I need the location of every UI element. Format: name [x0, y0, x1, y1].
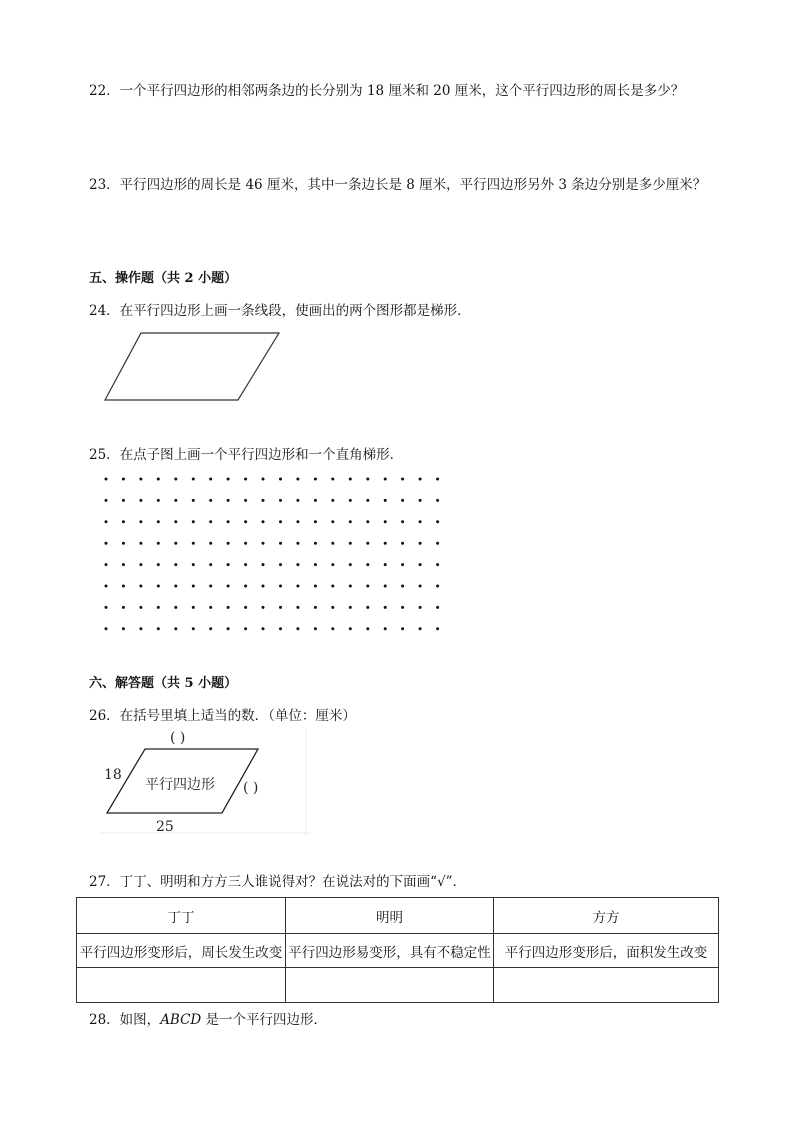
grid-dot [384, 563, 387, 566]
grid-dot [174, 627, 177, 630]
grid-dot [157, 478, 160, 481]
header-fangfang: 方方 [494, 898, 719, 934]
grid-dot [401, 563, 404, 566]
grid-dot [209, 563, 212, 566]
grid-dot [366, 585, 369, 588]
grid-dot [157, 520, 160, 523]
grid-dot [331, 563, 334, 566]
grid-dot [209, 478, 212, 481]
grid-dot [174, 478, 177, 481]
grid-dot [279, 627, 282, 630]
parallelogram-figure-26 [100, 728, 312, 836]
grid-dot [279, 542, 282, 545]
question-23: 23．平行四边形的周长是 46 厘米，其中一条边长是 8 厘米，平行四边形另外 3 条边分别是多少厘米？ [89, 177, 707, 193]
grid-dot [192, 627, 195, 630]
grid-dot [349, 563, 352, 566]
grid-dot [314, 520, 317, 523]
question-25: 25．在点子图上画一个平行四边形和一个直角梯形． [89, 447, 404, 463]
grid-dot [262, 478, 265, 481]
question-28-label: ABCD [160, 1012, 202, 1028]
grid-dot [139, 478, 142, 481]
grid-dot [262, 520, 265, 523]
grid-dot [436, 606, 439, 609]
grid-dot [419, 585, 422, 588]
grid-dot [227, 499, 230, 502]
section-6-heading: 六、解答题（共 5 小题） [89, 676, 238, 691]
grid-dot [227, 542, 230, 545]
grid-dot [419, 627, 422, 630]
question-22: 22．一个平行四边形的相邻两条边的长分别为 18 厘米和 20 厘米，这个平行四边形的周长是多少？ [89, 83, 685, 99]
question-28-prefix: 28．如图， [89, 1012, 161, 1028]
grid-dot [209, 606, 212, 609]
grid-dot [331, 478, 334, 481]
grid-dot [384, 585, 387, 588]
grid-dot [122, 627, 125, 630]
grid-dot [192, 499, 195, 502]
grid-dot [174, 563, 177, 566]
grid-dot [279, 606, 282, 609]
grid-dot [227, 520, 230, 523]
grid-dot [296, 499, 299, 502]
right-blank: ( ) [243, 780, 259, 796]
grid-dot [366, 520, 369, 523]
grid-dot [349, 542, 352, 545]
grid-dot [314, 585, 317, 588]
grid-dot [192, 563, 195, 566]
grid-dot [436, 563, 439, 566]
grid-dot [157, 563, 160, 566]
grid-dot [262, 606, 265, 609]
grid-dot [314, 606, 317, 609]
parallelogram-figure-24 [100, 328, 285, 408]
grid-dot [331, 499, 334, 502]
grid-dot [384, 520, 387, 523]
grid-dot [262, 499, 265, 502]
grid-dot [174, 499, 177, 502]
grid-dot [401, 478, 404, 481]
grid-dot [419, 606, 422, 609]
grid-dot [366, 563, 369, 566]
grid-dot [366, 478, 369, 481]
grid-dot [122, 499, 125, 502]
grid-dot [105, 542, 108, 545]
grid-dot [384, 542, 387, 545]
top-blank: ( ) [170, 730, 186, 746]
grid-dot [384, 606, 387, 609]
table-answer-row[interactable] [77, 968, 719, 1003]
grid-dot [436, 499, 439, 502]
grid-dot [139, 585, 142, 588]
grid-dot [174, 606, 177, 609]
question-27: 27．丁丁、明明和方方三人谁说得对？在说法对的下面画“√”． [89, 874, 467, 890]
grid-dot [331, 606, 334, 609]
grid-dot [314, 478, 317, 481]
grid-dot [366, 606, 369, 609]
dot-grid [100, 473, 450, 633]
grid-dot [314, 627, 317, 630]
grid-dot [227, 563, 230, 566]
grid-dot [436, 585, 439, 588]
grid-dot [279, 563, 282, 566]
grid-dot [244, 585, 247, 588]
grid-dot [227, 585, 230, 588]
header-mingming: 明明 [286, 898, 494, 934]
grid-dot [157, 542, 160, 545]
grid-dot [401, 627, 404, 630]
grid-dot [331, 542, 334, 545]
grid-dot [244, 520, 247, 523]
table-header-row [77, 898, 719, 934]
grid-dot [157, 606, 160, 609]
grid-dot [139, 606, 142, 609]
grid-dot [349, 585, 352, 588]
grid-dot [401, 606, 404, 609]
grid-dot [296, 520, 299, 523]
grid-dot [314, 542, 317, 545]
grid-dot [419, 542, 422, 545]
grid-dot [105, 627, 108, 630]
grid-dot [244, 478, 247, 481]
grid-dot [262, 627, 265, 630]
grid-dot [349, 520, 352, 523]
grid-dot [122, 585, 125, 588]
grid-dot [227, 478, 230, 481]
question-28-suffix: 是一个平行四边形． [201, 1012, 328, 1028]
grid-dot [174, 585, 177, 588]
header-dingding: 丁丁 [77, 898, 286, 934]
grid-dot [209, 627, 212, 630]
question-26: 26．在括号里填上适当的数．（单位：厘米） [89, 708, 356, 724]
grid-dot [139, 627, 142, 630]
grid-dot [401, 520, 404, 523]
grid-dot [279, 520, 282, 523]
grid-dot [314, 499, 317, 502]
grid-dot [262, 585, 265, 588]
grid-dot [436, 542, 439, 545]
grid-dot [296, 585, 299, 588]
grid-dot [122, 478, 125, 481]
grid-dot [244, 563, 247, 566]
answer-table-27 [76, 897, 719, 1003]
grid-dot [401, 585, 404, 588]
grid-dot [419, 520, 422, 523]
grid-dot [174, 520, 177, 523]
grid-dot [366, 499, 369, 502]
grid-dot [262, 563, 265, 566]
section-5-heading: 五、操作题（共 2 小题） [89, 271, 238, 286]
grid-dot [331, 627, 334, 630]
statement-mingming: 平行四边形易变形，具有不稳定性 [286, 934, 494, 968]
grid-dot [436, 627, 439, 630]
grid-dot [192, 606, 195, 609]
grid-dot [192, 542, 195, 545]
grid-dot [419, 499, 422, 502]
table-statement-row [77, 934, 719, 968]
grid-dot [296, 478, 299, 481]
grid-dot [296, 542, 299, 545]
grid-dot [122, 563, 125, 566]
grid-dot [105, 520, 108, 523]
grid-dot [419, 563, 422, 566]
grid-dot [192, 585, 195, 588]
question-24: 24．在平行四边形上画一条线段，使画出的两个图形都是梯形． [89, 303, 471, 319]
grid-dot [279, 478, 282, 481]
grid-dot [436, 478, 439, 481]
grid-dot [296, 627, 299, 630]
grid-dot [244, 627, 247, 630]
grid-dot [174, 542, 177, 545]
grid-dot [331, 585, 334, 588]
grid-dot [384, 627, 387, 630]
grid-dot [192, 478, 195, 481]
grid-dot [366, 542, 369, 545]
grid-dot [105, 563, 108, 566]
grid-dot [157, 627, 160, 630]
grid-dot [349, 478, 352, 481]
grid-dot [122, 520, 125, 523]
grid-dot [262, 542, 265, 545]
grid-dot [401, 542, 404, 545]
grid-dot [105, 606, 108, 609]
grid-dot [244, 499, 247, 502]
grid-dot [349, 499, 352, 502]
grid-dot [105, 585, 108, 588]
left-value: 18 [104, 767, 122, 783]
grid-dot [209, 499, 212, 502]
grid-dot [157, 585, 160, 588]
answer-cell-mingming[interactable] [286, 968, 494, 1003]
grid-dot [105, 478, 108, 481]
grid-dot [384, 499, 387, 502]
question-28 [89, 1011, 327, 1029]
grid-dot [139, 499, 142, 502]
grid-dot [419, 478, 422, 481]
answer-cell-fangfang[interactable] [494, 968, 719, 1003]
grid-dot [331, 520, 334, 523]
grid-dot [279, 499, 282, 502]
grid-dot [279, 585, 282, 588]
answer-cell-dingding[interactable] [77, 968, 286, 1003]
grid-dot [244, 606, 247, 609]
grid-dot [122, 606, 125, 609]
grid-dot [122, 542, 125, 545]
grid-dot [227, 627, 230, 630]
center-label: 平行四边形 [145, 777, 215, 793]
grid-dot [436, 520, 439, 523]
grid-dot [314, 563, 317, 566]
grid-dot [139, 563, 142, 566]
grid-dot [366, 627, 369, 630]
grid-dot [139, 542, 142, 545]
grid-dot [209, 520, 212, 523]
grid-dot [384, 478, 387, 481]
grid-dot [192, 520, 195, 523]
grid-dot [139, 520, 142, 523]
statement-dingding: 平行四边形变形后，周长发生改变 [77, 934, 286, 968]
grid-dot [157, 499, 160, 502]
grid-dot [105, 499, 108, 502]
grid-dot [296, 606, 299, 609]
statement-fangfang: 平行四边形变形后，面积发生改变 [494, 934, 719, 968]
grid-dot [227, 606, 230, 609]
bottom-value: 25 [156, 819, 174, 835]
grid-dot [209, 542, 212, 545]
grid-dot [349, 627, 352, 630]
grid-dot [209, 585, 212, 588]
grid-dot [244, 542, 247, 545]
grid-dot [296, 563, 299, 566]
grid-dot [349, 606, 352, 609]
grid-dot [401, 499, 404, 502]
